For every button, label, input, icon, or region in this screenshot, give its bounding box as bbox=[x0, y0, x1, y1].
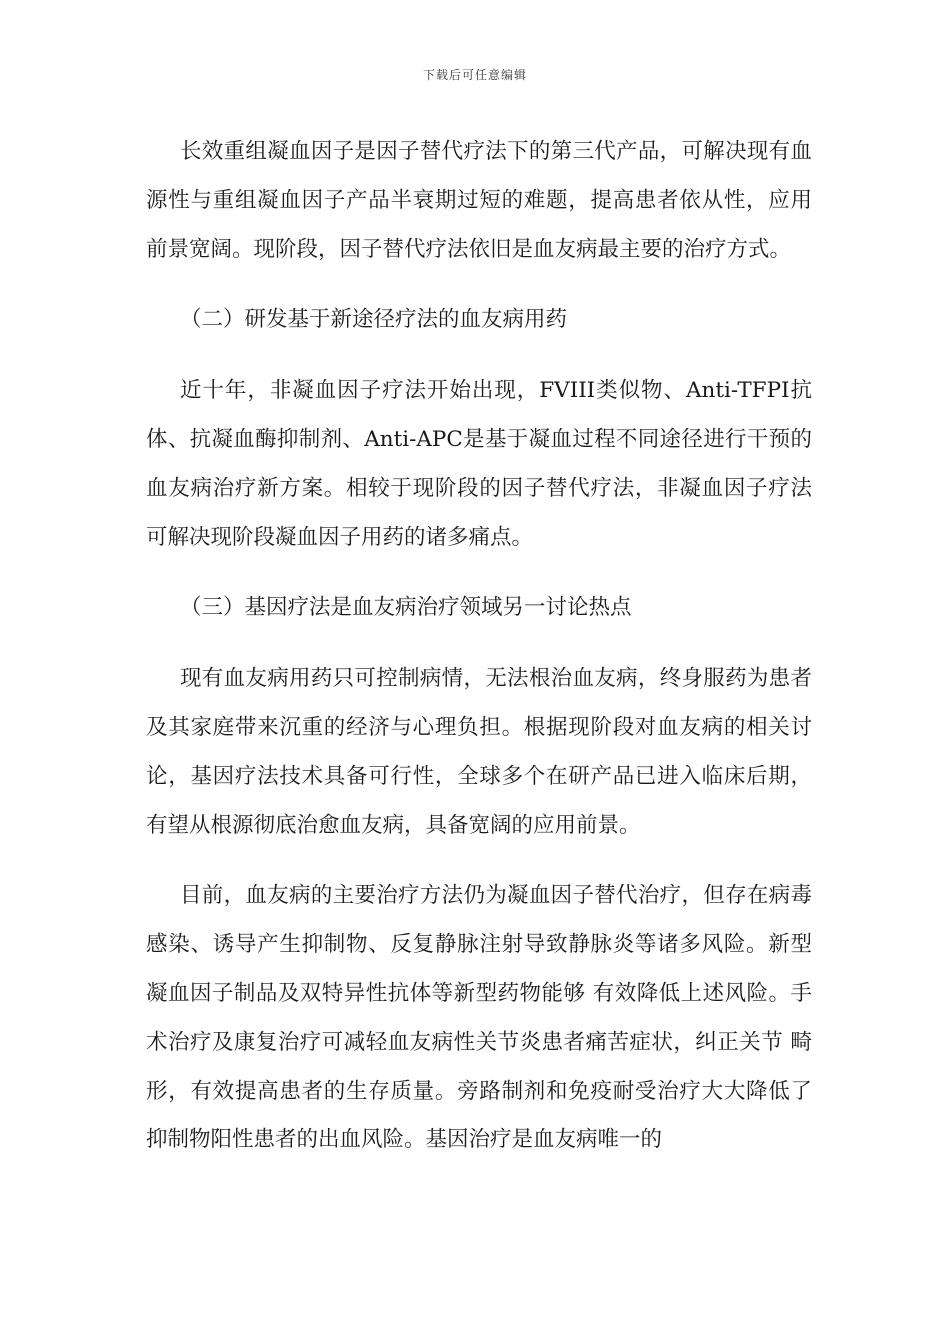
section-heading-gene-therapy: （三）基因疗法是血友病治疗领域另一讨论热点 bbox=[180, 595, 632, 621]
paragraph-long-acting-factors: 长效重组凝血因子是因子替代疗法下的第三代产品，可解决现有血源性与重组凝血因子产品半衰期过短的难题，提高患者依从性，应用前景宽阔。现阶段，因子替代疗法依旧是血友病最主要的治疗方式。 bbox=[146, 139, 812, 262]
document-body bbox=[146, 128, 812, 1165]
paragraph-non-factor-therapy: 近十年，非凝血因子疗法开始出现，FVIII类似物、Anti-TFPI抗体、抗凝血酶抑制剂、Anti-APC是基于凝血过程不同途径进行干预的血友病治疗新方案。相较于现阶段的因子替代疗法，非凝血因子疗法可解决现阶段凝血因子用药的诸多痛点。 bbox=[146, 378, 812, 550]
paragraph-treatment-methods: 目前，血友病的主要治疗方法仍为凝血因子替代治疗，但存在病毒感染、诱导产生抑制物、反复静脉注射导致静脉炎等诸多风险。新型凝血因子制品及双特异性抗体等新型药物能够 有效降低上述风险。手术治疗及康复治疗可减轻血友病性关节炎患者痛苦症状，纠正关节 畸形，有效提高患者的生存质量。旁路制剂和免疫耐受治疗大大降低了抑制物阳性患者的出血风险。基因治疗是血友病唯一的 bbox=[146, 883, 812, 1153]
header-note: 下载后可任意编辑 bbox=[422, 68, 527, 82]
paragraph-gene-therapy: 现有血友病用药只可控制病情，无法根治血友病，终身服药为患者及其家庭带来沉重的经济与心理负担。根据现阶段对血友病的相关讨论，基因疗法技术具备可行性，全球多个在研产品已进入临床后期，有望从根源彻底治愈血友病，具备宽阔的应用前景。 bbox=[146, 666, 812, 838]
section-heading-new-pathway: （二）研发基于新途径疗法的血友病用药 bbox=[180, 307, 568, 333]
